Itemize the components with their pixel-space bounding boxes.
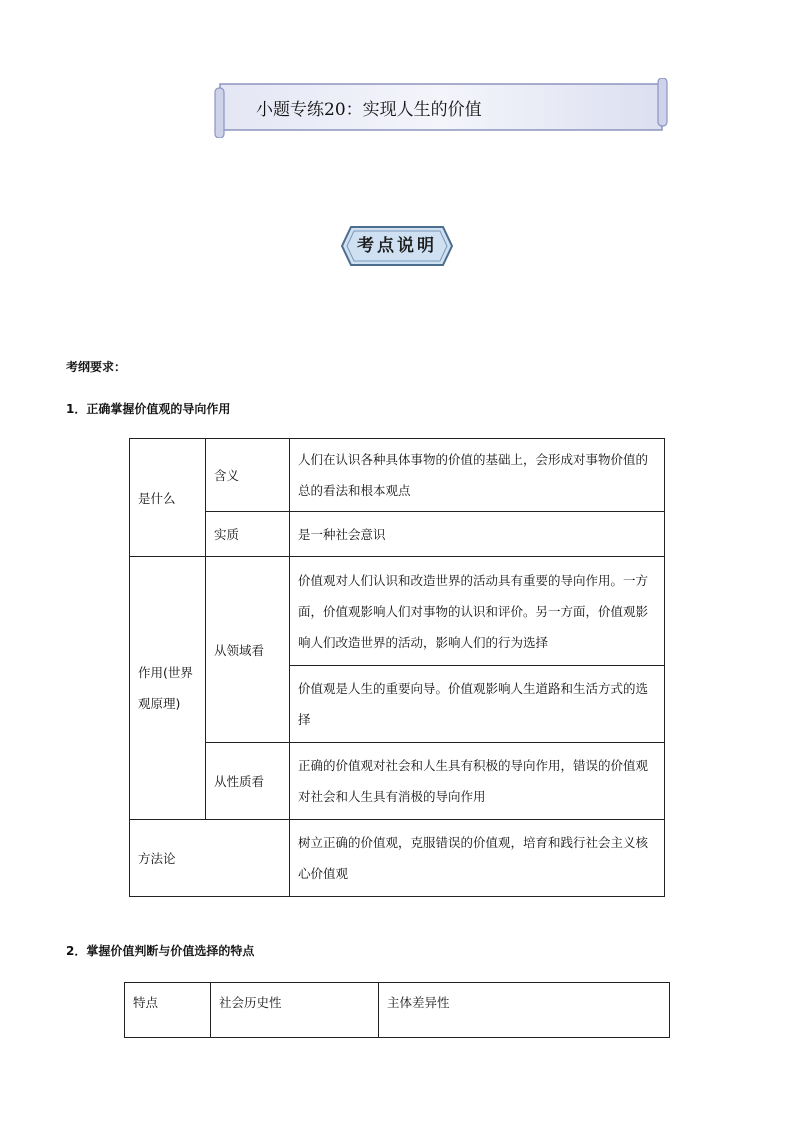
domain-label: 从领域看: [206, 557, 290, 743]
table-row: [125, 983, 670, 1038]
role-cell: 作用(世界观原理): [130, 557, 206, 820]
what-cell: 是什么: [130, 439, 206, 557]
table-row: [130, 512, 665, 557]
trait-social-history: 社会历史性: [211, 983, 379, 1038]
meaning-text: 人们在认识各种具体事物的价值的基础上，会形成对事物价值的总的看法和根本观点: [290, 439, 665, 512]
page-title: 小题专练20：实现人生的价值: [256, 100, 482, 120]
nature-label: 从性质看: [206, 743, 290, 820]
domain-text-2: 价值观是人生的重要向导。价值观影响人生道路和生活方式的选择: [290, 666, 665, 743]
value-guidance-table: [129, 438, 665, 897]
domain-text-1: 价值观对人们认识和改造世界的活动具有重要的导向作用。一方面，价值观影响人们对事物的认识和评价。另一方面，价值观影响人们改造世界的活动，影响人们的行为选择: [290, 557, 665, 666]
essence-label: 实质: [206, 512, 290, 557]
requirements-label: 考纲要求：: [66, 360, 127, 374]
traits-label: 特点: [125, 983, 211, 1038]
table-row: [130, 557, 665, 666]
table-row: [130, 743, 665, 820]
exam-point-badge: [341, 226, 453, 266]
meaning-label: 含义: [206, 439, 290, 512]
method-text: 树立正确的价值观，克服错误的价值观，培育和践行社会主义核心价值观: [290, 820, 665, 897]
section1-heading: 1．正确掌握价值观的导向作用: [66, 402, 231, 416]
trait-subject-difference: 主体差异性: [379, 983, 670, 1038]
section2-heading: 2．掌握价值判断与价值选择的特点: [66, 944, 255, 958]
essence-text: 是一种社会意识: [290, 512, 665, 557]
nature-text: 正确的价值观对社会和人生具有积极的导向作用，错误的价值观对社会和人生具有消极的导向作用: [290, 743, 665, 820]
table-row: [130, 439, 665, 512]
badge-label: 考点说明: [357, 236, 437, 256]
method-label: 方法论: [130, 820, 290, 897]
title-banner: [212, 78, 668, 138]
table-row: [130, 820, 665, 897]
traits-table: [124, 982, 670, 1038]
